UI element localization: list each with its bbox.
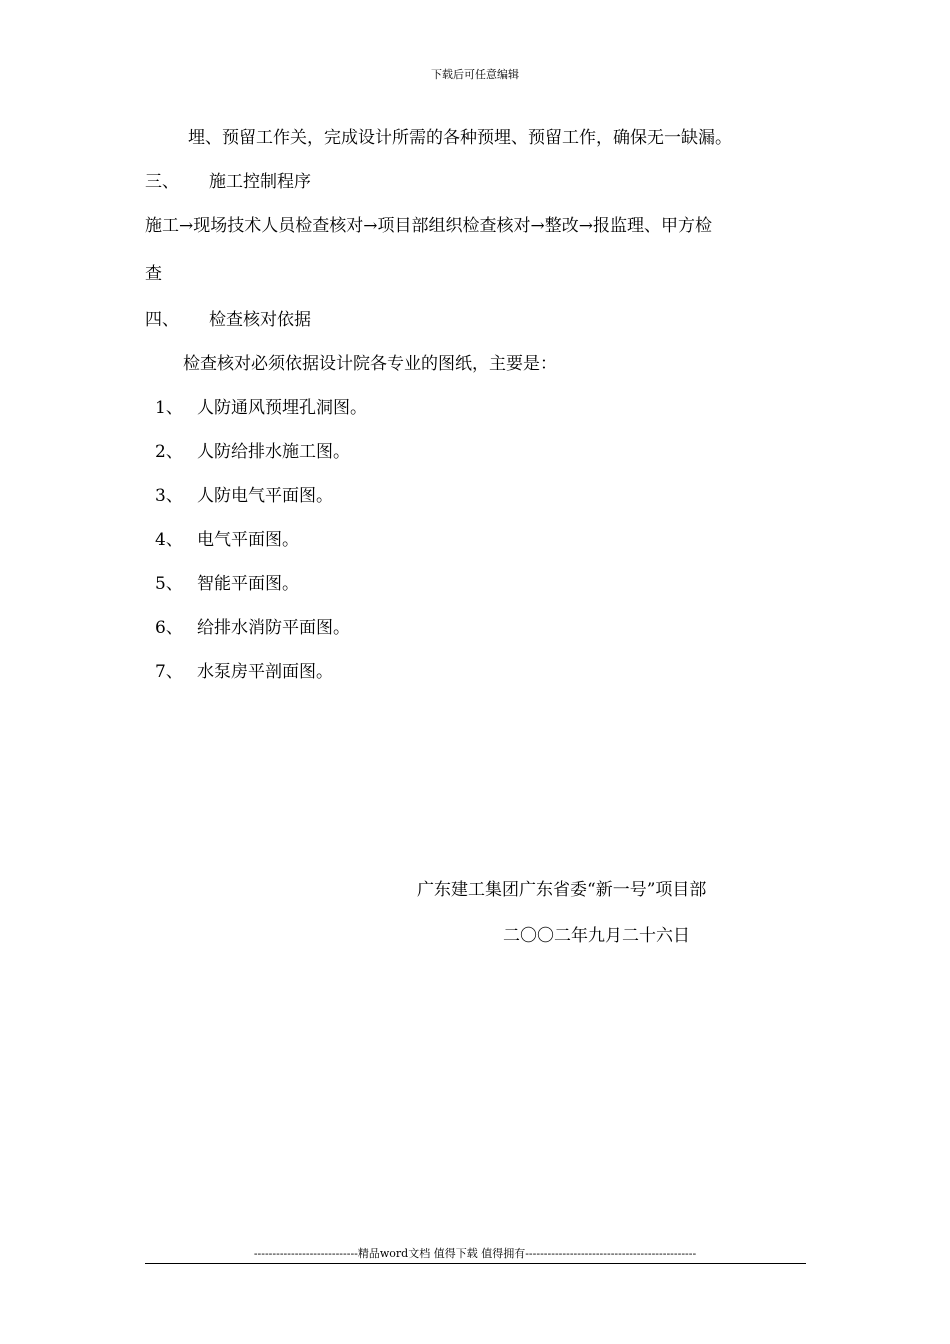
footer-divider xyxy=(145,1263,806,1264)
intro-paragraph: 检查核对必须依据设计院各专业的图纸，主要是： xyxy=(183,354,557,374)
list-item-number: 1、 xyxy=(155,398,183,418)
list-item-number: 4、 xyxy=(155,530,183,550)
page-header: 下载后可任意编辑 xyxy=(431,68,519,81)
list-item xyxy=(155,442,350,462)
signature-organization: 广东建工集团广东省委“新一号”项目部 xyxy=(417,880,707,900)
list-item xyxy=(155,530,299,550)
list-item-number: 2、 xyxy=(155,442,183,462)
section-3-title: 施工控制程序 xyxy=(209,172,311,192)
list-item-text: 电气平面图。 xyxy=(197,530,299,550)
list-item-text: 智能平面图。 xyxy=(197,574,299,594)
list-item-text: 人防电气平面图。 xyxy=(197,486,333,506)
section-4-heading xyxy=(145,310,311,330)
list-item xyxy=(155,398,367,418)
list-item-number: 5、 xyxy=(155,574,183,594)
list-item-text: 给排水消防平面图。 xyxy=(197,618,350,638)
section-4-number: 四、 xyxy=(145,310,179,330)
list-item-number: 6、 xyxy=(155,618,183,638)
list-item-text: 人防通风预埋孔洞图。 xyxy=(197,398,367,418)
list-item xyxy=(155,486,333,506)
section-3-number: 三、 xyxy=(145,172,179,192)
section-3-heading xyxy=(145,172,311,192)
list-item xyxy=(155,618,350,638)
section-4-title: 检查核对依据 xyxy=(209,310,311,330)
list-item xyxy=(155,574,299,594)
list-item xyxy=(155,662,333,682)
list-item-number: 7、 xyxy=(155,662,183,682)
list-item-number: 3、 xyxy=(155,486,183,506)
procedure-line-1: 施工→现场技术人员检查核对→项目部组织检查核对→整改→报监理、甲方检 xyxy=(145,216,712,236)
list-item-text: 人防给排水施工图。 xyxy=(197,442,350,462)
continuation-paragraph: 埋、预留工作关，完成设计所需的各种预埋、预留工作，确保无一缺漏。 xyxy=(188,128,732,148)
procedure-line-2: 查 xyxy=(145,264,162,284)
list-item-text: 水泵房平剖面图。 xyxy=(197,662,333,682)
page-footer: ----------------------------精品word文档 值得下载 值得拥有---------------------------------------------- xyxy=(253,1247,697,1260)
signature-date: 二〇〇二年九月二十六日 xyxy=(503,926,690,946)
